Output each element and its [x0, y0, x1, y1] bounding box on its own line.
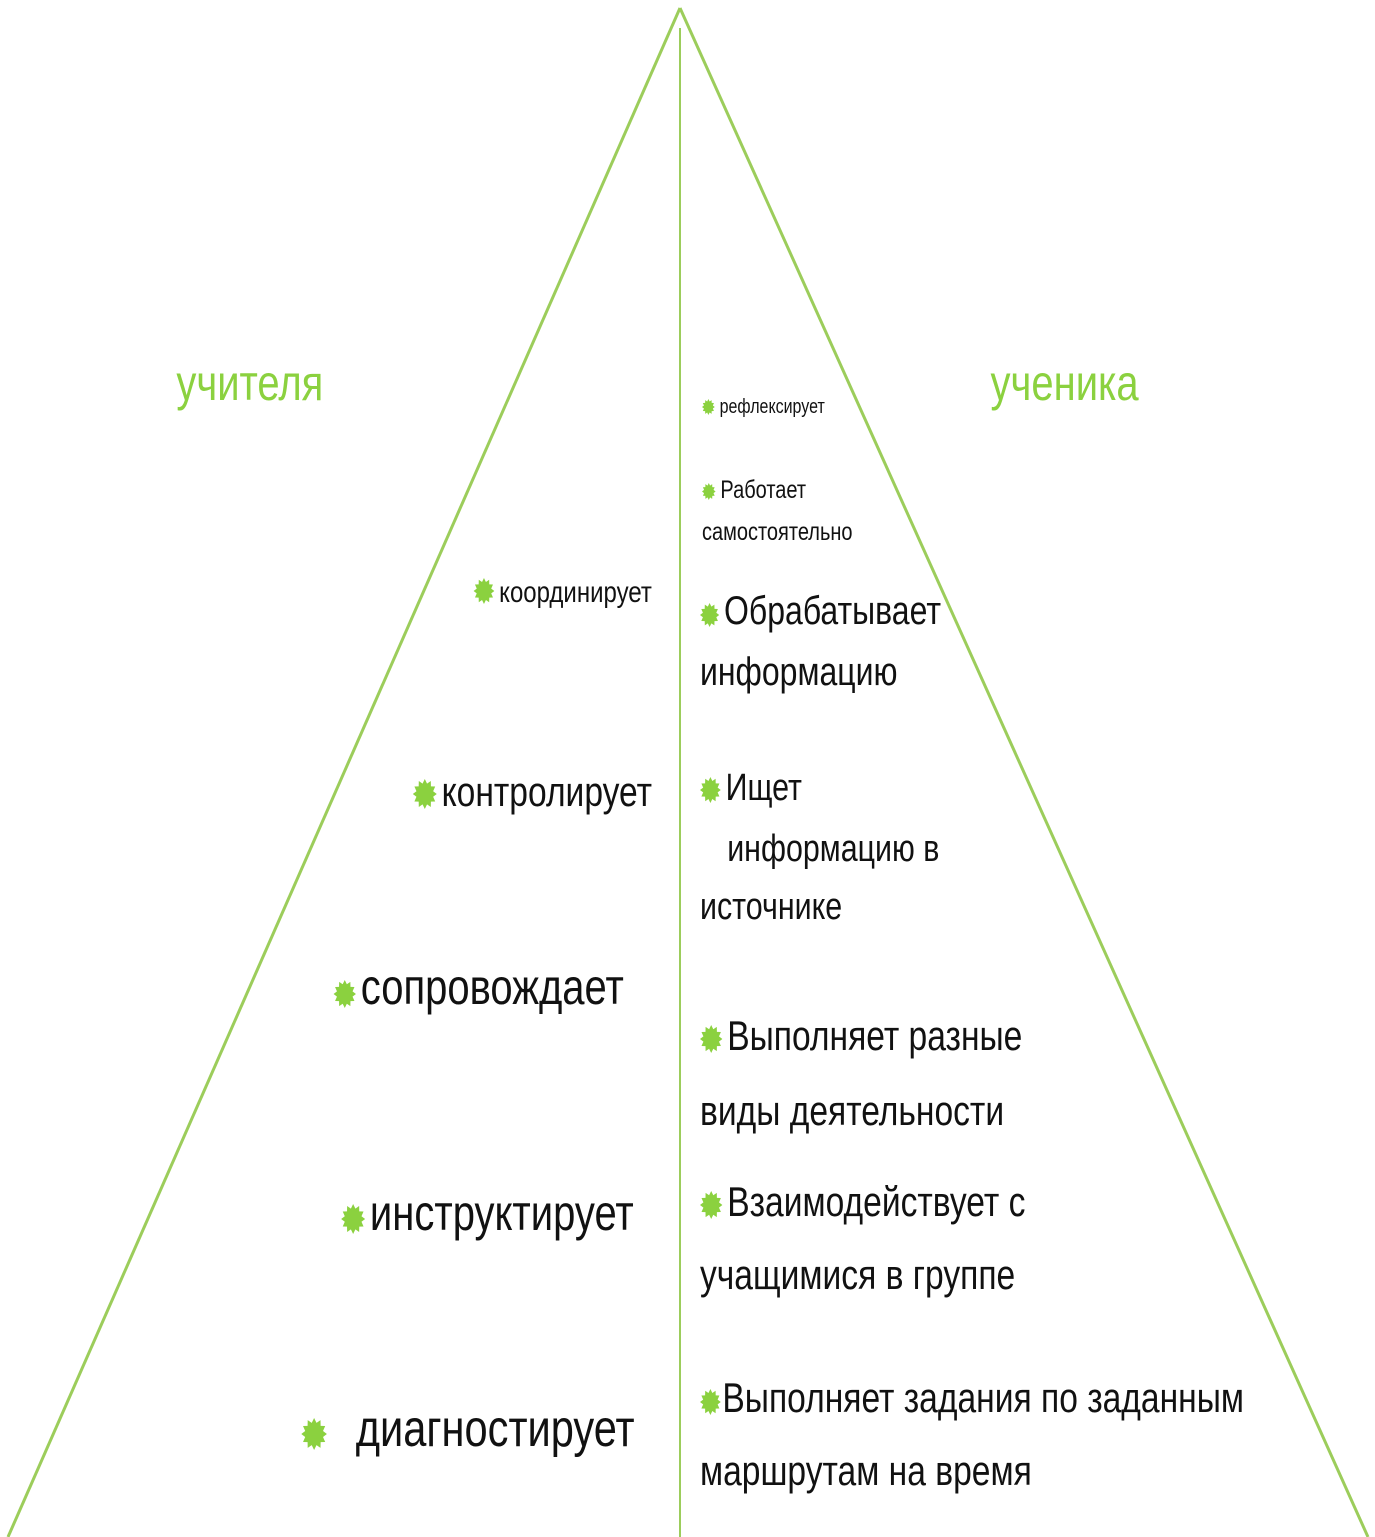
starburst-icon [700, 763, 721, 821]
student-item-line: Выполняет задания по заданным [722, 1374, 1244, 1421]
starburst-icon [702, 396, 715, 422]
teacher-item-label: диагностирует [356, 1400, 635, 1458]
starburst-icon [702, 472, 716, 512]
starburst-icon [302, 1394, 328, 1472]
student-item-line: Взаимодействует с [727, 1178, 1026, 1225]
student-item-line: источнике [700, 885, 843, 928]
teacher-item-label: контролирует [441, 768, 652, 815]
student-item [700, 1363, 1244, 1505]
student-item-line: маршрутам на время [700, 1446, 1032, 1494]
teacher-item [334, 950, 624, 1029]
student-item [702, 394, 825, 422]
teacher-item-label: сопровождает [360, 959, 624, 1015]
student-heading: ученика [990, 355, 1139, 411]
teacher-item [474, 570, 652, 617]
starburst-icon [700, 1003, 722, 1074]
student-item [700, 760, 939, 936]
student-item [700, 582, 941, 701]
student-item-line: рефлексирует [719, 396, 825, 418]
student-item [702, 470, 853, 552]
student-item-line: Ищет [725, 767, 802, 809]
teacher-item-label: координирует [499, 576, 652, 609]
student-item-line: информацию в [727, 827, 940, 870]
student-item [700, 1000, 1022, 1146]
starburst-icon [413, 763, 437, 826]
teacher-item [413, 760, 652, 826]
student-item-line: учащимися в группе [700, 1250, 1016, 1298]
student-item [700, 1167, 1025, 1309]
teacher-item-label: инструктирует [370, 1185, 634, 1241]
starburst-icon [700, 1366, 721, 1435]
starburst-icon [334, 954, 356, 1029]
student-item-line: самостоятельно [702, 518, 853, 546]
student-item-line: виды деятельности [700, 1086, 1005, 1134]
student-item-line: Работает [720, 476, 807, 504]
starburst-icon [341, 1180, 365, 1255]
student-item-line: информацию [700, 650, 898, 695]
starburst-icon [700, 1170, 722, 1239]
teacher-item [341, 1176, 634, 1255]
student-item-line: Выполняет разные [727, 1012, 1023, 1059]
starburst-icon [700, 585, 719, 643]
teacher-item [302, 1390, 635, 1472]
starburst-icon [474, 572, 495, 617]
teacher-heading: учителя [176, 355, 324, 411]
student-item-line: Обрабатывает [724, 589, 941, 633]
